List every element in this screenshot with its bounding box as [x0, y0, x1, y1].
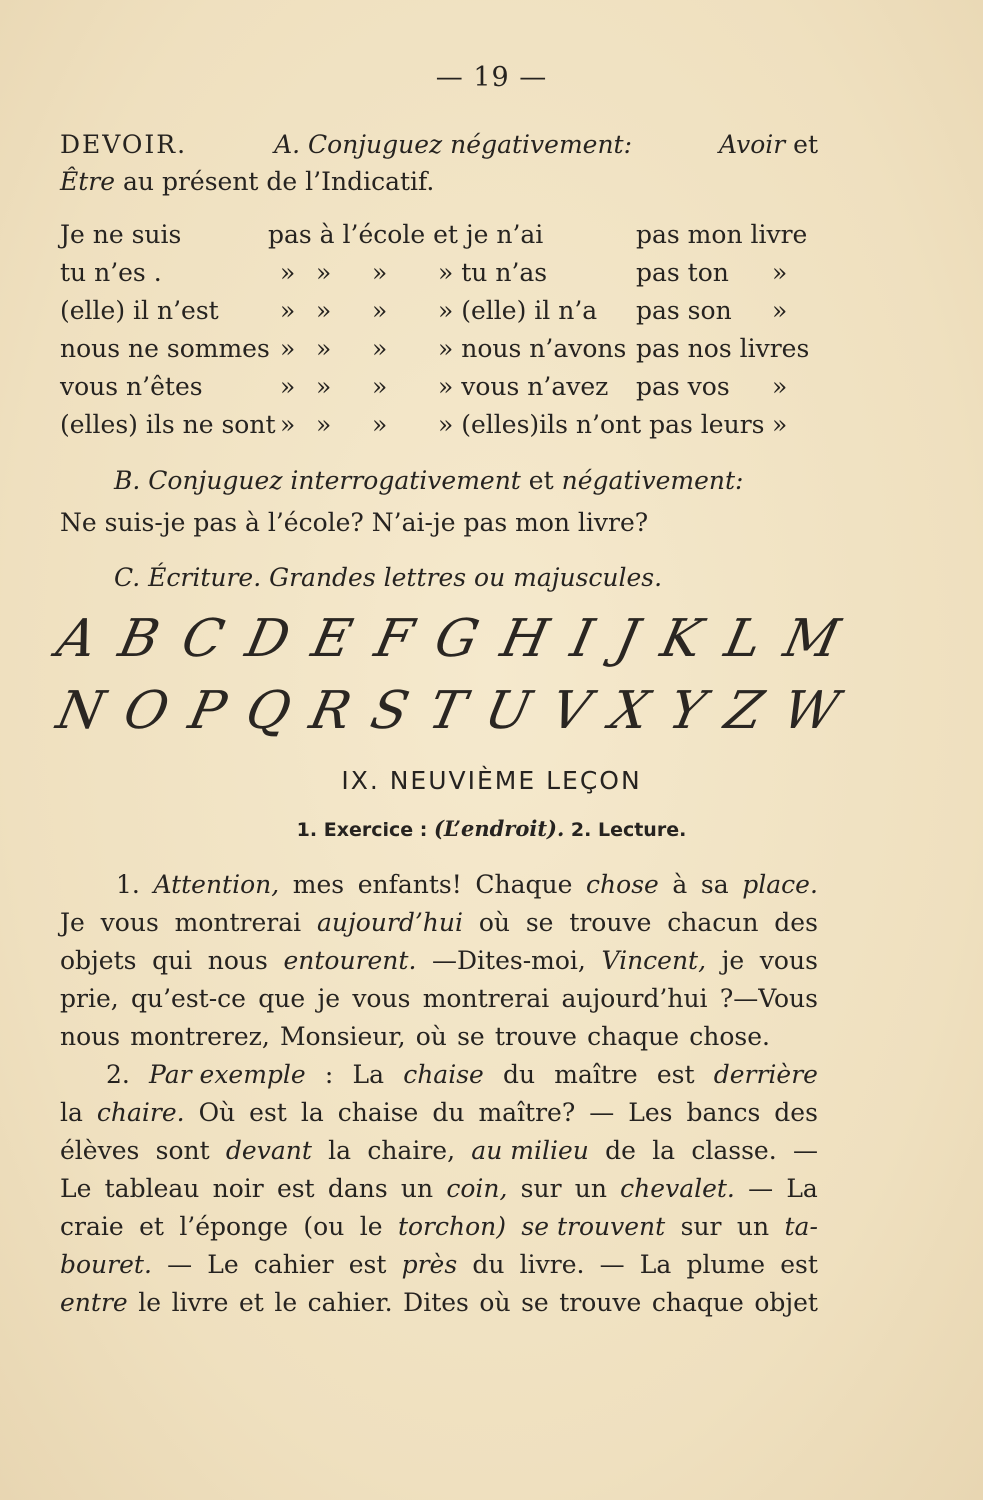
word: La — [786, 1174, 818, 1203]
word: la — [60, 1098, 83, 1127]
word: derrière — [713, 1060, 818, 1089]
word: trouve — [559, 1288, 642, 1317]
script-capital-letter: C — [176, 609, 229, 669]
conj-cell: » — [280, 334, 296, 363]
word: près — [401, 1250, 458, 1279]
word: entre — [60, 1288, 128, 1317]
word: Monsieur, — [279, 1022, 406, 1051]
word: Vincent, — [601, 946, 707, 975]
word: cahier. — [307, 1288, 393, 1317]
word: tableau — [104, 1174, 200, 1203]
word: torchon) — [397, 1212, 506, 1241]
word: — — [792, 1136, 818, 1165]
word: chacun — [667, 908, 759, 937]
word: se — [521, 1288, 549, 1317]
section-b-line — [60, 466, 743, 495]
word: se — [525, 908, 554, 937]
section-b-example: Ne suis-je pas à l’école? N’ai-je pas mon livre? — [60, 508, 649, 537]
word: plume — [686, 1250, 766, 1279]
word: se trouvent — [521, 1212, 666, 1241]
word: livre — [171, 1288, 229, 1317]
script-capital-letter: G — [429, 609, 485, 669]
word: Je — [60, 908, 85, 937]
script-capital-letter: K — [655, 609, 708, 669]
word: devant — [225, 1136, 312, 1165]
word: l’éponge — [179, 1212, 289, 1241]
devoir-etre: Être — [60, 167, 116, 196]
word: du — [503, 1060, 536, 1089]
word: est — [249, 1098, 287, 1127]
page-number: — 19 — — [435, 62, 548, 93]
word: La — [352, 1060, 385, 1089]
word: bouret. — [60, 1250, 152, 1279]
word: — — [748, 1174, 774, 1203]
word: élèves — [60, 1136, 140, 1165]
conj-cell: » — [280, 258, 296, 287]
paragraph-1-line-1 — [116, 870, 818, 899]
script-capital-letter: B — [113, 609, 165, 669]
word: maître — [554, 1060, 638, 1089]
word: chaire, — [367, 1136, 456, 1165]
conj-cell: » — [772, 372, 788, 401]
word: enfants! — [357, 870, 462, 899]
word: est — [276, 1174, 315, 1203]
conj-cell: » — [372, 258, 388, 287]
conj-cell: nous ne sommes — [60, 334, 270, 363]
word: qui — [152, 946, 193, 975]
paragraph-1-line-5 — [60, 1022, 770, 1051]
word: au milieu — [471, 1136, 589, 1165]
word: et — [238, 1288, 264, 1317]
word: — — [589, 1098, 615, 1127]
conj-cell: » — [372, 334, 388, 363]
word: Dites — [403, 1288, 469, 1317]
word: nous — [207, 946, 268, 975]
conj-header-3: pas mon livre — [636, 220, 808, 249]
word: Où — [198, 1098, 236, 1127]
word: la — [652, 1136, 676, 1165]
word: est — [656, 1060, 695, 1089]
word: que — [258, 984, 306, 1013]
conj-cell: » — [772, 296, 788, 325]
word: des — [774, 908, 818, 937]
paragraph-2-line-2 — [60, 1098, 818, 1127]
script-capital-letter: Z — [720, 681, 769, 741]
conj-cell: » — [772, 258, 788, 287]
script-capital-letter: E — [306, 609, 358, 669]
word: cahier — [253, 1250, 334, 1279]
script-capital-letter: U — [479, 681, 537, 741]
word: sur — [520, 1174, 562, 1203]
word: dans — [327, 1174, 388, 1203]
word: chose — [586, 870, 659, 899]
lesson-sub-2: 2. Lecture. — [570, 819, 687, 841]
word: classe. — [691, 1136, 777, 1165]
word: le — [359, 1212, 383, 1241]
script-capital-letter: S — [365, 681, 415, 741]
word: je — [721, 946, 745, 975]
word: Le — [207, 1250, 239, 1279]
word: un — [400, 1174, 434, 1203]
word: maître? — [478, 1098, 576, 1127]
word: du — [472, 1250, 505, 1279]
word: chose. — [689, 1022, 770, 1051]
script-capital-letter: H — [495, 609, 554, 669]
word: chaque — [651, 1288, 744, 1317]
section-b-italic1: Conjuguez interrogativement — [148, 466, 521, 495]
word: je — [317, 984, 341, 1013]
word: objet — [754, 1288, 818, 1317]
conj-cell: » (elles)ils n’ont pas leurs — [438, 410, 765, 439]
word: Chaque — [475, 870, 573, 899]
script-capitals-row-1 — [51, 604, 845, 674]
word: 1. — [116, 870, 140, 899]
conj-cell: » vous n’avez — [438, 372, 609, 401]
conj-cell: » — [372, 296, 388, 325]
word: sont — [155, 1136, 210, 1165]
conj-cell: » (elle) il n’a — [438, 296, 598, 325]
word: un — [736, 1212, 770, 1241]
lesson-sub-1: 1. Exercice : — [296, 819, 428, 841]
word: livre. — [519, 1250, 585, 1279]
word: coin, — [446, 1174, 508, 1203]
conj-header-2: pas à l’école et je n’ai — [268, 220, 544, 249]
script-capital-letter: V — [545, 681, 596, 741]
paragraph-1-line-4 — [60, 984, 818, 1013]
conj-cell: » — [316, 296, 332, 325]
devoir-rest: au présent de l’Indicatif. — [123, 167, 435, 196]
word: bancs — [686, 1098, 761, 1127]
script-capital-letter: P — [183, 681, 232, 741]
conj-cell: » — [316, 258, 332, 287]
word: Attention, — [153, 870, 280, 899]
word: sa — [700, 870, 729, 899]
word: du — [432, 1098, 465, 1127]
word: de — [605, 1136, 636, 1165]
paragraph-1-line-2 — [60, 908, 818, 937]
word: un — [574, 1174, 607, 1203]
word: vous — [759, 946, 818, 975]
word: chevalet. — [620, 1174, 735, 1203]
word: des — [774, 1098, 818, 1127]
word: — — [599, 1250, 625, 1279]
word: prie, — [60, 984, 119, 1013]
script-capital-letter: L — [719, 609, 767, 669]
word: entourent. — [283, 946, 417, 975]
word: montrerai — [174, 908, 302, 937]
conj-cell: » — [772, 410, 788, 439]
word: où — [478, 908, 510, 937]
word: mes — [292, 870, 345, 899]
script-capital-letter: N — [51, 681, 110, 741]
conj-cell: » — [280, 296, 296, 325]
conj-cell: » nous n’avons — [438, 334, 627, 363]
word: place. — [742, 870, 818, 899]
script-capital-letter: X — [604, 681, 655, 741]
section-b-label: B. — [114, 466, 141, 495]
script-capital-letter: M — [778, 609, 845, 669]
word: montrerez, — [130, 1022, 270, 1051]
word: chaire. — [96, 1098, 185, 1127]
word: et — [139, 1212, 164, 1241]
word: est — [348, 1250, 387, 1279]
word: trouve — [494, 1022, 577, 1051]
word: —Dites-moi, — [432, 946, 586, 975]
conj-cell: » — [316, 334, 332, 363]
word: le — [138, 1288, 162, 1317]
word: est — [780, 1250, 818, 1279]
word: où — [415, 1022, 447, 1051]
paragraph-2-line-3 — [60, 1136, 818, 1165]
conj-cell: » tu n’as — [438, 258, 548, 287]
conj-cell: pas vos — [636, 372, 730, 401]
word: montrerai — [422, 984, 550, 1013]
word: (ou — [303, 1212, 345, 1241]
devoir-label: DEVOIR. — [60, 130, 188, 159]
section-c-title: C. Écriture. Grandes lettres ou majuscules. — [114, 563, 663, 592]
conj-cell: tu n’es . — [60, 258, 162, 287]
conj-cell: » — [280, 410, 296, 439]
word: vous — [352, 984, 411, 1013]
word: objets — [60, 946, 137, 975]
paragraph-2-line-4 — [60, 1174, 818, 1203]
script-capital-letter: A — [51, 609, 102, 669]
script-capital-letter: D — [240, 609, 296, 669]
script-capital-letter: I — [565, 609, 599, 669]
word: La — [639, 1250, 672, 1279]
conj-cell: pas ton — [636, 258, 729, 287]
word: se — [457, 1022, 485, 1051]
word: trouve — [569, 908, 652, 937]
conj-cell: » — [280, 372, 296, 401]
word: nous — [60, 1022, 121, 1051]
word: ?—Vous — [719, 984, 818, 1013]
word: craie — [60, 1212, 124, 1241]
script-capital-letter: O — [118, 681, 175, 741]
word: noir — [212, 1174, 264, 1203]
word: chaise — [337, 1098, 419, 1127]
devoir-avoir-group — [719, 130, 818, 159]
conj-cell: » — [316, 372, 332, 401]
conj-cell: » — [372, 410, 388, 439]
paragraph-1-line-3 — [60, 946, 818, 975]
paragraph-2-line-1 — [106, 1060, 818, 1089]
conj-cell: pas son — [636, 296, 732, 325]
conj-cell: (elles) ils ne sont — [60, 410, 276, 439]
conj-header-1: Je ne suis — [60, 220, 182, 249]
script-capitals-row-2 — [51, 676, 845, 746]
devoir-avoir: Avoir — [719, 130, 786, 159]
word: Les — [628, 1098, 673, 1127]
script-capital-letter: F — [369, 609, 419, 669]
devoir-line-2 — [60, 167, 434, 196]
word: à — [672, 870, 688, 899]
word: qu’est-ce — [131, 984, 246, 1013]
section-b-italic2: négativement: — [561, 466, 744, 495]
devoir-et: et — [793, 130, 818, 159]
word: chaque — [587, 1022, 680, 1051]
script-capital-letter: Q — [240, 681, 296, 741]
section-b-et: et — [528, 466, 554, 495]
paragraph-2-line-7 — [60, 1288, 818, 1317]
word: ta- — [784, 1212, 818, 1241]
script-capital-letter: T — [423, 681, 471, 741]
paragraph-2-line-5 — [60, 1212, 818, 1241]
word: : — [324, 1060, 334, 1089]
lesson-title: IX. NEUVIÈME LEÇON — [341, 766, 642, 795]
word: le — [274, 1288, 298, 1317]
script-capital-letter: R — [304, 681, 357, 741]
word: Le — [60, 1174, 92, 1203]
word: la — [300, 1098, 324, 1127]
script-capital-letter: J — [610, 609, 645, 669]
word: sur — [680, 1212, 722, 1241]
lesson-subtitle — [0, 816, 983, 841]
word: — — [167, 1250, 193, 1279]
conj-cell: » — [372, 372, 388, 401]
conj-cell: (elle) il n’est — [60, 296, 219, 325]
word: aujourd’hui — [561, 984, 708, 1013]
word: où — [479, 1288, 511, 1317]
word: 2. — [106, 1060, 130, 1089]
script-capital-letter: Y — [663, 681, 711, 741]
word: chaise — [403, 1060, 484, 1089]
word: la — [328, 1136, 352, 1165]
devoir-a-title: A. Conjuguez négativement: — [274, 130, 633, 159]
lesson-sub-italic: (L’endroit). — [433, 816, 565, 841]
word: Par exemple — [149, 1060, 306, 1089]
word: aujourd’hui — [316, 908, 463, 937]
word: vous — [100, 908, 159, 937]
conj-cell: pas nos livres — [636, 334, 810, 363]
paragraph-2-line-6 — [60, 1250, 818, 1279]
conj-cell: » — [316, 410, 332, 439]
devoir-line — [60, 130, 818, 159]
script-capital-letter: W — [778, 681, 845, 741]
conj-cell: vous n’êtes — [60, 372, 203, 401]
